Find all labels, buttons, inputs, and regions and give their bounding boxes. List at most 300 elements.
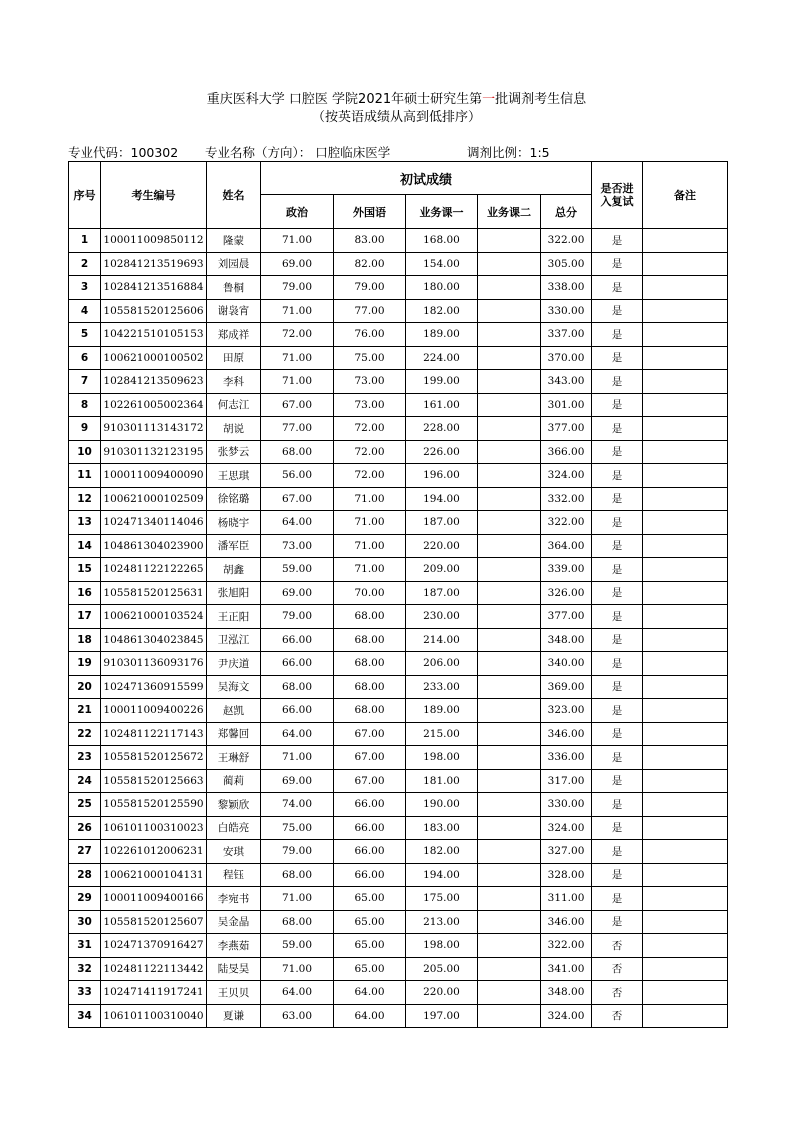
table-row [69,581,728,605]
retest-status: 是 [592,746,643,770]
foreign-language-score: 67.00 [334,769,406,793]
row-index: 28 [69,863,101,887]
retest-status: 是 [592,910,643,934]
course-1-score: 194.00 [406,863,478,887]
table-body [69,229,728,1028]
candidate-name: 王贝贝 [207,981,261,1005]
row-index: 20 [69,675,101,699]
foreign-language-score: 75.00 [334,346,406,370]
politics-score: 56.00 [261,464,334,488]
foreign-language-score: 82.00 [334,252,406,276]
politics-score: 74.00 [261,793,334,817]
total-score: 324.00 [541,1004,592,1028]
politics-score: 71.00 [261,887,334,911]
remarks [643,440,728,464]
foreign-language-score: 67.00 [334,746,406,770]
politics-score: 71.00 [261,957,334,981]
course-1-score: 168.00 [406,229,478,253]
course-2-score [478,910,541,934]
candidate-id: 105581520125606 [101,299,207,323]
course-1-score: 182.00 [406,840,478,864]
row-index: 3 [69,276,101,300]
politics-score: 64.00 [261,722,334,746]
remarks [643,769,728,793]
header-name: 姓名 [207,162,261,229]
total-score: 317.00 [541,769,592,793]
candidate-id: 102471411917241 [101,981,207,1005]
header-remarks: 备注 [643,162,728,229]
course-2-score [478,675,541,699]
row-index: 8 [69,393,101,417]
foreign-language-score: 66.00 [334,840,406,864]
course-1-score: 154.00 [406,252,478,276]
total-score: 305.00 [541,252,592,276]
table-row [69,346,728,370]
retest-status: 是 [592,581,643,605]
total-score: 341.00 [541,957,592,981]
row-index: 25 [69,793,101,817]
row-index: 7 [69,370,101,394]
candidate-name: 徐铭璐 [207,487,261,511]
row-index: 21 [69,699,101,723]
course-2-score [478,887,541,911]
foreign-language-score: 68.00 [334,605,406,629]
row-index: 6 [69,346,101,370]
row-index: 17 [69,605,101,629]
candidate-name: 郑成祥 [207,323,261,347]
politics-score: 59.00 [261,558,334,582]
course-2-score [478,652,541,676]
total-score: 324.00 [541,464,592,488]
foreign-language-score: 66.00 [334,816,406,840]
table-row [69,464,728,488]
candidate-name: 安琪 [207,840,261,864]
foreign-language-score: 67.00 [334,722,406,746]
retest-status: 是 [592,863,643,887]
foreign-language-score: 76.00 [334,323,406,347]
table-row [69,722,728,746]
row-index: 26 [69,816,101,840]
title-batch-mark: 一 [482,92,496,107]
foreign-language-score: 64.00 [334,981,406,1005]
table-row [69,417,728,441]
table-row [69,1004,728,1028]
politics-score: 75.00 [261,816,334,840]
candidate-id: 106101100310040 [101,1004,207,1028]
retest-status: 是 [592,393,643,417]
total-score: 377.00 [541,417,592,441]
candidate-name: 白皓亮 [207,816,261,840]
candidate-name: 张梦云 [207,440,261,464]
row-index: 24 [69,769,101,793]
course-1-score: 230.00 [406,605,478,629]
retest-status: 是 [592,534,643,558]
retest-status: 是 [592,887,643,911]
course-2-score [478,393,541,417]
row-index: 5 [69,323,101,347]
politics-score: 66.00 [261,699,334,723]
candidate-name: 潘军臣 [207,534,261,558]
course-1-score: 189.00 [406,323,478,347]
candidate-id: 104861304023845 [101,628,207,652]
foreign-language-score: 73.00 [334,393,406,417]
row-index: 33 [69,981,101,1005]
course-2-score [478,722,541,746]
remarks [643,558,728,582]
row-index: 1 [69,229,101,253]
remarks [643,957,728,981]
header-index: 序号 [69,162,101,229]
retest-status: 是 [592,417,643,441]
candidate-id: 105581520125672 [101,746,207,770]
candidate-name: 田原 [207,346,261,370]
candidate-id: 102261012006231 [101,840,207,864]
total-score: 337.00 [541,323,592,347]
foreign-language-score: 70.00 [334,581,406,605]
candidate-id: 102841213519693 [101,252,207,276]
course-1-score: 220.00 [406,981,478,1005]
remarks [643,229,728,253]
total-score: 339.00 [541,558,592,582]
candidate-name: 李燕茹 [207,934,261,958]
course-1-score: 175.00 [406,887,478,911]
table-row [69,252,728,276]
candidate-name: 尹庆道 [207,652,261,676]
politics-score: 77.00 [261,417,334,441]
candidate-id: 102471360915599 [101,675,207,699]
course-1-score: 182.00 [406,299,478,323]
course-2-score [478,229,541,253]
retest-status: 是 [592,652,643,676]
remarks [643,887,728,911]
row-index: 32 [69,957,101,981]
course-1-score: 161.00 [406,393,478,417]
candidate-id: 106101100310023 [101,816,207,840]
candidate-id: 105581520125607 [101,910,207,934]
candidate-id: 100621000104131 [101,863,207,887]
retest-status: 是 [592,440,643,464]
foreign-language-score: 71.00 [334,558,406,582]
retest-status: 是 [592,370,643,394]
politics-score: 67.00 [261,393,334,417]
row-index: 18 [69,628,101,652]
total-score: 327.00 [541,840,592,864]
remarks [643,276,728,300]
table-row [69,957,728,981]
course-2-score [478,816,541,840]
foreign-language-score: 68.00 [334,699,406,723]
retest-status: 否 [592,1004,643,1028]
table-row [69,370,728,394]
course-1-score: 209.00 [406,558,478,582]
candidate-name: 胡鑫 [207,558,261,582]
table-row [69,628,728,652]
candidate-id: 910301132123195 [101,440,207,464]
header-retest: 是否进入复试 [592,162,643,229]
table-row [69,605,728,629]
retest-status: 是 [592,558,643,582]
header-candidate-id: 考生编号 [101,162,207,229]
remarks [643,346,728,370]
retest-status: 是 [592,769,643,793]
candidate-id: 100011009400226 [101,699,207,723]
row-index: 4 [69,299,101,323]
course-2-score [478,840,541,864]
course-1-score: 190.00 [406,793,478,817]
course-2-score [478,299,541,323]
remarks [643,464,728,488]
document-title [0,88,793,107]
foreign-language-score: 72.00 [334,417,406,441]
remarks [643,863,728,887]
table-row [69,793,728,817]
remarks [643,840,728,864]
remarks [643,746,728,770]
remarks [643,675,728,699]
retest-status: 否 [592,957,643,981]
table-row [69,699,728,723]
foreign-language-score: 66.00 [334,863,406,887]
foreign-language-score: 64.00 [334,1004,406,1028]
retest-status: 是 [592,840,643,864]
course-1-score: 220.00 [406,534,478,558]
total-score: 338.00 [541,276,592,300]
politics-score: 69.00 [261,769,334,793]
course-2-score [478,769,541,793]
total-score: 346.00 [541,722,592,746]
row-index: 15 [69,558,101,582]
candidates-table [68,161,728,1028]
remarks [643,910,728,934]
politics-score: 67.00 [261,487,334,511]
candidate-id: 910301136093176 [101,652,207,676]
candidate-id: 100621000102509 [101,487,207,511]
candidate-id: 102841213516884 [101,276,207,300]
header-total: 总分 [541,195,592,229]
title-prefix: 重庆医科大学 口腔医 学院2021年硕士研究生第 [206,92,483,107]
candidate-id: 910301113143172 [101,417,207,441]
row-index: 2 [69,252,101,276]
course-2-score [478,487,541,511]
candidate-name: 胡说 [207,417,261,441]
candidate-id: 100011009400166 [101,887,207,911]
row-index: 34 [69,1004,101,1028]
foreign-language-score: 65.00 [334,910,406,934]
course-2-score [478,534,541,558]
table-row [69,910,728,934]
candidate-id: 100011009400090 [101,464,207,488]
foreign-language-score: 71.00 [334,534,406,558]
course-2-score [478,346,541,370]
row-index: 27 [69,840,101,864]
foreign-language-score: 73.00 [334,370,406,394]
course-2-score [478,440,541,464]
row-index: 14 [69,534,101,558]
retest-status: 是 [592,252,643,276]
retest-status: 是 [592,229,643,253]
course-2-score [478,1004,541,1028]
retest-status: 是 [592,464,643,488]
remarks [643,581,728,605]
table-row [69,323,728,347]
politics-score: 71.00 [261,229,334,253]
politics-score: 71.00 [261,370,334,394]
foreign-language-score: 66.00 [334,793,406,817]
course-2-score [478,252,541,276]
remarks [643,934,728,958]
politics-score: 79.00 [261,605,334,629]
foreign-language-score: 71.00 [334,487,406,511]
candidate-id: 102471340114046 [101,511,207,535]
course-1-score: 199.00 [406,370,478,394]
retest-status: 是 [592,816,643,840]
course-2-score [478,605,541,629]
remarks [643,981,728,1005]
total-score: 326.00 [541,581,592,605]
candidate-name: 赵凯 [207,699,261,723]
candidate-name: 郑馨回 [207,722,261,746]
candidate-name: 王思琪 [207,464,261,488]
foreign-language-score: 68.00 [334,652,406,676]
course-1-score: 181.00 [406,769,478,793]
candidate-name: 王正阳 [207,605,261,629]
total-score: 311.00 [541,887,592,911]
total-score: 343.00 [541,370,592,394]
politics-score: 79.00 [261,840,334,864]
politics-score: 68.00 [261,440,334,464]
adjustment-ratio: 调剂比例：1:5 [467,145,550,160]
candidate-name: 蔺莉 [207,769,261,793]
foreign-language-score: 71.00 [334,511,406,535]
course-1-score: 194.00 [406,487,478,511]
table-row [69,816,728,840]
course-2-score [478,793,541,817]
candidate-id: 105581520125631 [101,581,207,605]
politics-score: 63.00 [261,1004,334,1028]
remarks [643,722,728,746]
candidate-id: 100011009850112 [101,229,207,253]
course-1-score: 228.00 [406,417,478,441]
course-2-score [478,370,541,394]
row-index: 9 [69,417,101,441]
course-1-score: 196.00 [406,464,478,488]
politics-score: 66.00 [261,628,334,652]
total-score: 323.00 [541,699,592,723]
retest-status: 是 [592,675,643,699]
candidate-id: 102481122122265 [101,558,207,582]
retest-status: 是 [592,793,643,817]
header-course-1: 业务课一 [406,195,478,229]
remarks [643,699,728,723]
remarks [643,299,728,323]
politics-score: 64.00 [261,511,334,535]
retest-status: 是 [592,487,643,511]
row-index: 31 [69,934,101,958]
remarks [643,323,728,347]
course-1-score: 233.00 [406,675,478,699]
table-row [69,558,728,582]
row-index: 13 [69,511,101,535]
document-subtitle: （按英语成绩从高到低排序） [311,110,481,125]
foreign-language-score: 68.00 [334,675,406,699]
remarks [643,511,728,535]
course-2-score [478,511,541,535]
remarks [643,816,728,840]
politics-score: 73.00 [261,534,334,558]
table-row [69,299,728,323]
candidate-id: 100621000103524 [101,605,207,629]
total-score: 330.00 [541,299,592,323]
remarks [643,417,728,441]
candidate-id: 104221510105153 [101,323,207,347]
table-row [69,276,728,300]
course-2-score [478,957,541,981]
retest-status: 是 [592,299,643,323]
total-score: 322.00 [541,229,592,253]
course-2-score [478,981,541,1005]
total-score: 328.00 [541,863,592,887]
candidate-name: 黎颖欣 [207,793,261,817]
course-2-score [478,323,541,347]
total-score: 369.00 [541,675,592,699]
retest-status: 是 [592,511,643,535]
total-score: 370.00 [541,346,592,370]
remarks [643,605,728,629]
foreign-language-score: 72.00 [334,440,406,464]
politics-score: 71.00 [261,746,334,770]
table-row [69,675,728,699]
total-score: 332.00 [541,487,592,511]
course-2-score [478,276,541,300]
politics-score: 68.00 [261,675,334,699]
row-index: 19 [69,652,101,676]
politics-score: 59.00 [261,934,334,958]
course-1-score: 226.00 [406,440,478,464]
course-1-score: 189.00 [406,699,478,723]
title-suffix: 批调剂考生信息 [495,92,587,107]
remarks [643,652,728,676]
course-2-score [478,558,541,582]
table-row [69,393,728,417]
table-row [69,440,728,464]
candidate-name: 王琳舒 [207,746,261,770]
politics-score: 71.00 [261,299,334,323]
table-row [69,229,728,253]
foreign-language-score: 77.00 [334,299,406,323]
politics-score: 68.00 [261,910,334,934]
course-1-score: 187.00 [406,581,478,605]
header-course-2: 业务课二 [478,195,541,229]
course-2-score [478,417,541,441]
course-2-score [478,699,541,723]
politics-score: 66.00 [261,652,334,676]
row-index: 11 [69,464,101,488]
header-foreign-language: 外国语 [334,195,406,229]
major-code: 专业代码：100302 [68,145,179,160]
retest-status: 是 [592,628,643,652]
foreign-language-score: 79.00 [334,276,406,300]
candidate-name: 张旭阳 [207,581,261,605]
course-1-score: 180.00 [406,276,478,300]
table-row [69,981,728,1005]
candidate-id: 100621000100502 [101,346,207,370]
course-2-score [478,464,541,488]
row-index: 12 [69,487,101,511]
table-row [69,887,728,911]
total-score: 346.00 [541,910,592,934]
course-1-score: 214.00 [406,628,478,652]
candidate-name: 程钰 [207,863,261,887]
